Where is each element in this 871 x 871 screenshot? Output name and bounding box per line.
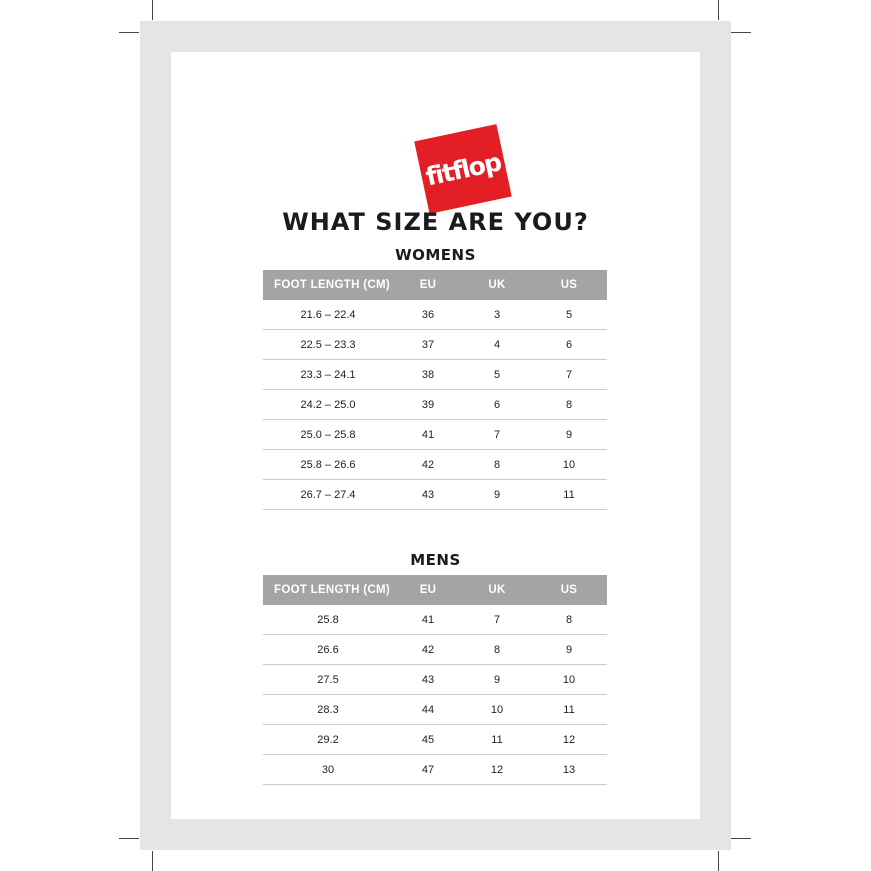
table-cell: 10: [531, 665, 607, 695]
brand-logo-text: fitflop: [423, 146, 503, 192]
table-cell: 9: [463, 665, 531, 695]
table-cell: 9: [531, 420, 607, 450]
crop-mark: [731, 32, 751, 33]
table-row: [263, 665, 607, 695]
table-cell: 8: [463, 450, 531, 480]
table-cell: 42: [393, 635, 463, 665]
table-cell: 25.8: [263, 605, 393, 635]
table-header-row: [263, 270, 607, 300]
column-header: UK: [463, 270, 531, 300]
table-cell: 45: [393, 725, 463, 755]
column-header: FOOT LENGTH (CM): [263, 270, 393, 300]
crop-mark: [731, 838, 751, 839]
table-cell: 37: [393, 330, 463, 360]
column-header: EU: [393, 270, 463, 300]
table-row: [263, 330, 607, 360]
table-row: [263, 725, 607, 755]
table-cell: 26.7 – 27.4: [263, 480, 393, 510]
table-row: [263, 635, 607, 665]
page-title: WHAT SIZE ARE YOU?: [282, 208, 589, 236]
table-cell: 43: [393, 665, 463, 695]
table-row: [263, 300, 607, 330]
table-row: [263, 360, 607, 390]
table-cell: 9: [463, 480, 531, 510]
crop-mark: [152, 0, 153, 20]
table-row: [263, 480, 607, 510]
table-cell: 6: [463, 390, 531, 420]
table-cell: 24.2 – 25.0: [263, 390, 393, 420]
table-cell: 27.5: [263, 665, 393, 695]
table-cell: 11: [463, 725, 531, 755]
table-cell: 38: [393, 360, 463, 390]
crop-mark: [119, 32, 139, 33]
table-cell: 3: [463, 300, 531, 330]
table-cell: 41: [393, 605, 463, 635]
table-cell: 9: [531, 635, 607, 665]
table-cell: 7: [463, 605, 531, 635]
table-cell: 8: [531, 390, 607, 420]
table-cell: 26.6: [263, 635, 393, 665]
table-cell: 12: [463, 755, 531, 785]
column-header: EU: [393, 575, 463, 605]
size-guide-card: [140, 21, 731, 850]
table-cell: 25.8 – 26.6: [263, 450, 393, 480]
table-cell: 39: [393, 390, 463, 420]
column-header: FOOT LENGTH (CM): [263, 575, 393, 605]
table-cell: 11: [531, 480, 607, 510]
table-cell: 28.3: [263, 695, 393, 725]
mens-size-table: [263, 575, 607, 785]
table-cell: 30: [263, 755, 393, 785]
table-row: [263, 390, 607, 420]
table-cell: 4: [463, 330, 531, 360]
table-cell: 8: [463, 635, 531, 665]
column-header: US: [531, 575, 607, 605]
brand-logo: [414, 124, 512, 214]
table-cell: 5: [463, 360, 531, 390]
womens-heading: WOMENS: [395, 246, 476, 264]
table-cell: 10: [531, 450, 607, 480]
crop-mark: [119, 838, 139, 839]
table-cell: 42: [393, 450, 463, 480]
table-cell: 21.6 – 22.4: [263, 300, 393, 330]
table-cell: 6: [531, 330, 607, 360]
table-cell: 43: [393, 480, 463, 510]
table-cell: 10: [463, 695, 531, 725]
crop-mark: [718, 0, 719, 20]
table-row: [263, 695, 607, 725]
table-cell: 29.2: [263, 725, 393, 755]
table-row: [263, 605, 607, 635]
table-cell: 7: [531, 360, 607, 390]
table-cell: 36: [393, 300, 463, 330]
table-cell: 12: [531, 725, 607, 755]
table-row: [263, 420, 607, 450]
table-row: [263, 450, 607, 480]
size-guide-sheet: [171, 52, 700, 819]
table-cell: 41: [393, 420, 463, 450]
table-row: [263, 755, 607, 785]
table-cell: 13: [531, 755, 607, 785]
column-header: US: [531, 270, 607, 300]
table-cell: 25.0 – 25.8: [263, 420, 393, 450]
table-cell: 47: [393, 755, 463, 785]
mens-heading: MENS: [410, 551, 461, 569]
table-cell: 11: [531, 695, 607, 725]
crop-mark: [152, 851, 153, 871]
table-cell: 44: [393, 695, 463, 725]
column-header: UK: [463, 575, 531, 605]
table-cell: 8: [531, 605, 607, 635]
table-cell: 5: [531, 300, 607, 330]
table-cell: 22.5 – 23.3: [263, 330, 393, 360]
crop-mark: [718, 851, 719, 871]
table-header-row: [263, 575, 607, 605]
table-cell: 7: [463, 420, 531, 450]
womens-size-table: [263, 270, 607, 510]
table-cell: 23.3 – 24.1: [263, 360, 393, 390]
